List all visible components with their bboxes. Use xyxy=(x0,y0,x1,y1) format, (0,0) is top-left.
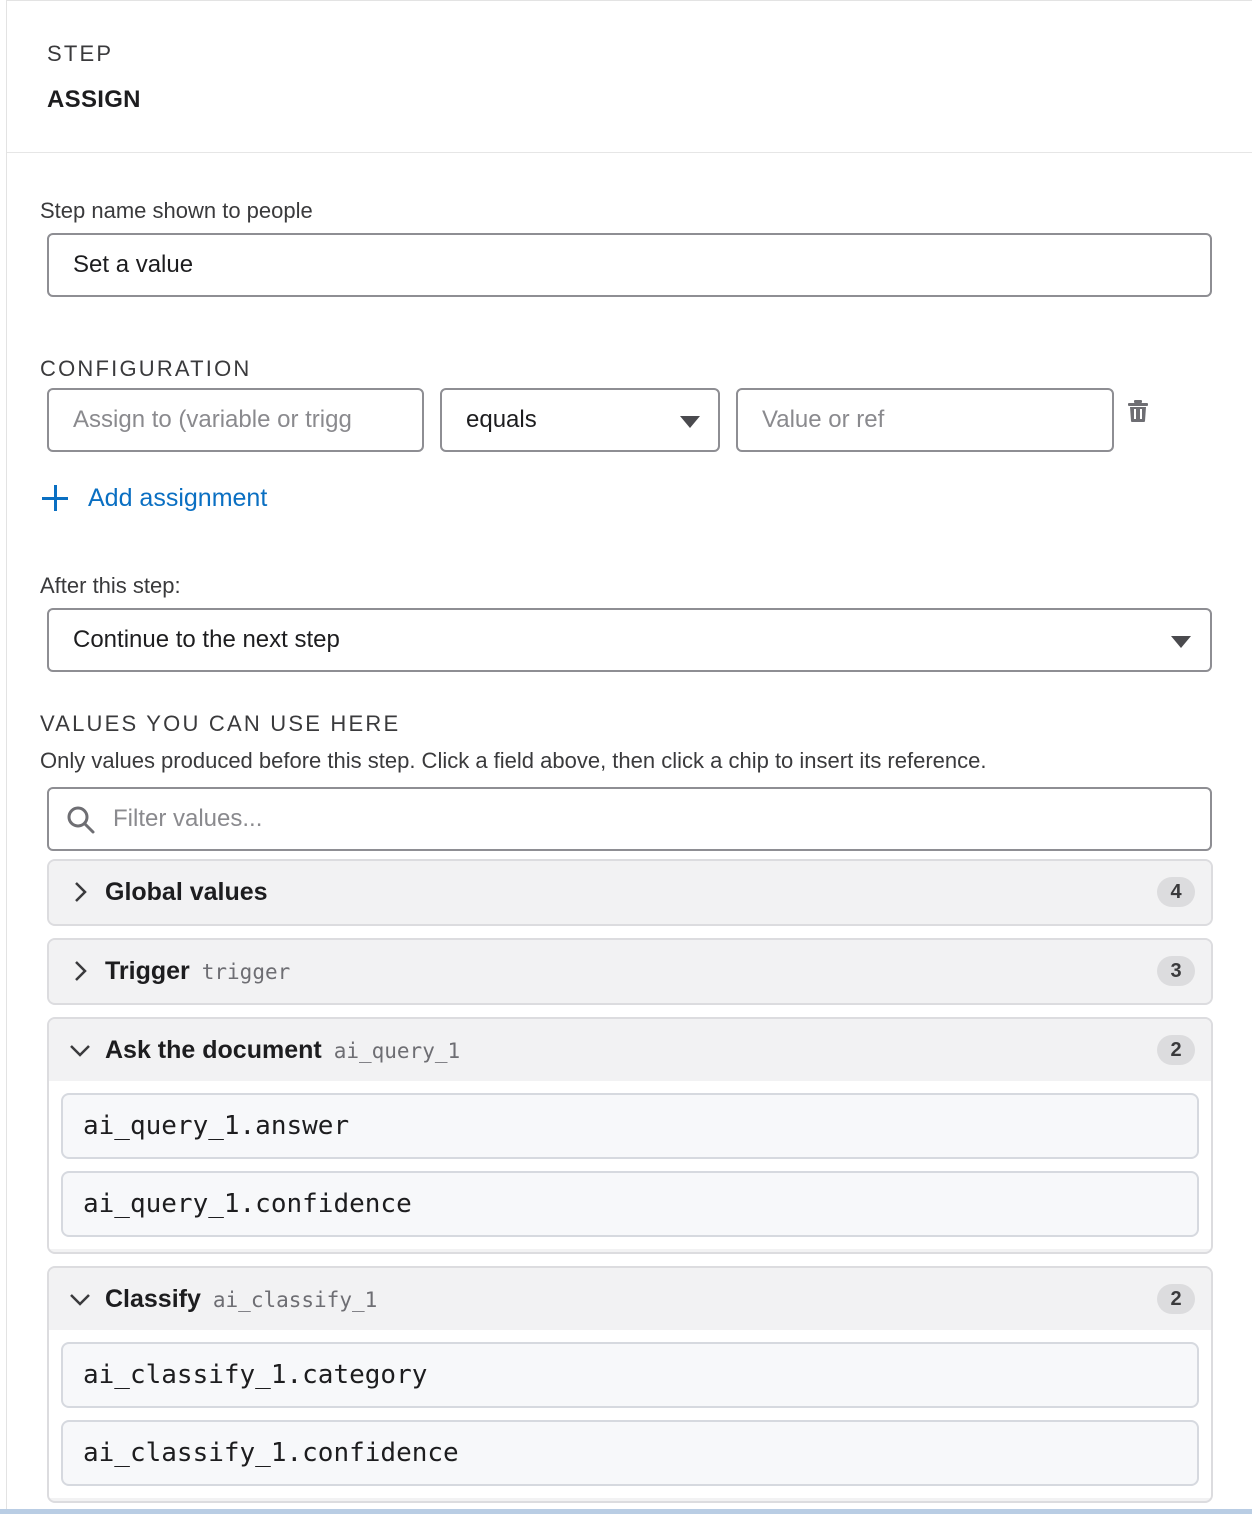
count-badge: 3 xyxy=(1157,956,1195,986)
assign-to-input[interactable]: Assign to (variable or trigg xyxy=(47,388,424,452)
value-chip[interactable]: ai_classify_1.category xyxy=(61,1342,1199,1408)
after-step-select[interactable] xyxy=(47,608,1212,672)
value-group-global xyxy=(47,859,1213,926)
group-code: ai_classify_1 xyxy=(212,1287,378,1312)
group-header[interactable] xyxy=(49,1019,1211,1081)
values-heading: VALUES YOU CAN USE HERE xyxy=(40,711,401,736)
group-title: Classify ai_classify_1 xyxy=(105,1284,378,1313)
caret-down-icon xyxy=(680,416,700,428)
panel-header xyxy=(7,1,1252,153)
group-title: Global values xyxy=(105,877,268,906)
add-assignment-label: Add assignment xyxy=(88,483,268,512)
values-helper-text: Only values produced before this step. Click a field above, then click a chip to insert its reference. xyxy=(40,748,987,773)
group-title: Ask the document ai_query_1 xyxy=(105,1035,461,1064)
plus-icon xyxy=(42,485,68,511)
group-title: Trigger trigger xyxy=(105,956,291,985)
group-chips xyxy=(49,1330,1211,1498)
count-badge: 2 xyxy=(1157,1035,1195,1065)
search-icon xyxy=(66,805,96,835)
group-code: ai_query_1 xyxy=(333,1038,461,1063)
after-step-label: After this step: xyxy=(40,573,181,598)
value-group-ask-document xyxy=(47,1017,1213,1254)
count-badge: 4 xyxy=(1157,877,1195,907)
value-input[interactable]: Value or ref xyxy=(736,388,1114,452)
chevron-down-icon xyxy=(69,1288,91,1310)
add-assignment-button[interactable] xyxy=(42,480,267,516)
group-chips xyxy=(49,1081,1211,1249)
step-type-title: ASSIGN xyxy=(47,86,141,113)
value-group-classify xyxy=(47,1266,1213,1503)
configuration-heading: CONFIGURATION xyxy=(40,356,252,381)
value-chip[interactable]: ai_query_1.answer xyxy=(61,1093,1199,1159)
trash-icon[interactable] xyxy=(1128,400,1148,422)
caret-down-icon xyxy=(1171,636,1191,648)
chevron-right-icon xyxy=(69,960,91,982)
after-step-select-value: Continue to the next step xyxy=(73,626,340,653)
step-name-input[interactable]: Set a value xyxy=(47,233,1212,297)
value-chip[interactable]: ai_classify_1.confidence xyxy=(61,1420,1199,1486)
group-header[interactable] xyxy=(49,940,1211,1002)
chevron-down-icon xyxy=(69,1039,91,1061)
group-code: trigger xyxy=(201,959,291,984)
operator-select[interactable] xyxy=(440,388,720,452)
group-header[interactable] xyxy=(49,861,1211,923)
filter-values-input[interactable]: Filter values... xyxy=(47,787,1212,851)
count-badge: 2 xyxy=(1157,1284,1195,1314)
value-group-trigger xyxy=(47,938,1213,1005)
bottom-scroll-edge xyxy=(0,1509,1252,1514)
group-header[interactable] xyxy=(49,1268,1211,1330)
step-name-label: Step name shown to people xyxy=(40,198,313,223)
operator-select-value: equals xyxy=(466,406,537,433)
step-kicker: STEP xyxy=(47,41,114,66)
value-chip[interactable]: ai_query_1.confidence xyxy=(61,1171,1199,1237)
chevron-right-icon xyxy=(69,881,91,903)
